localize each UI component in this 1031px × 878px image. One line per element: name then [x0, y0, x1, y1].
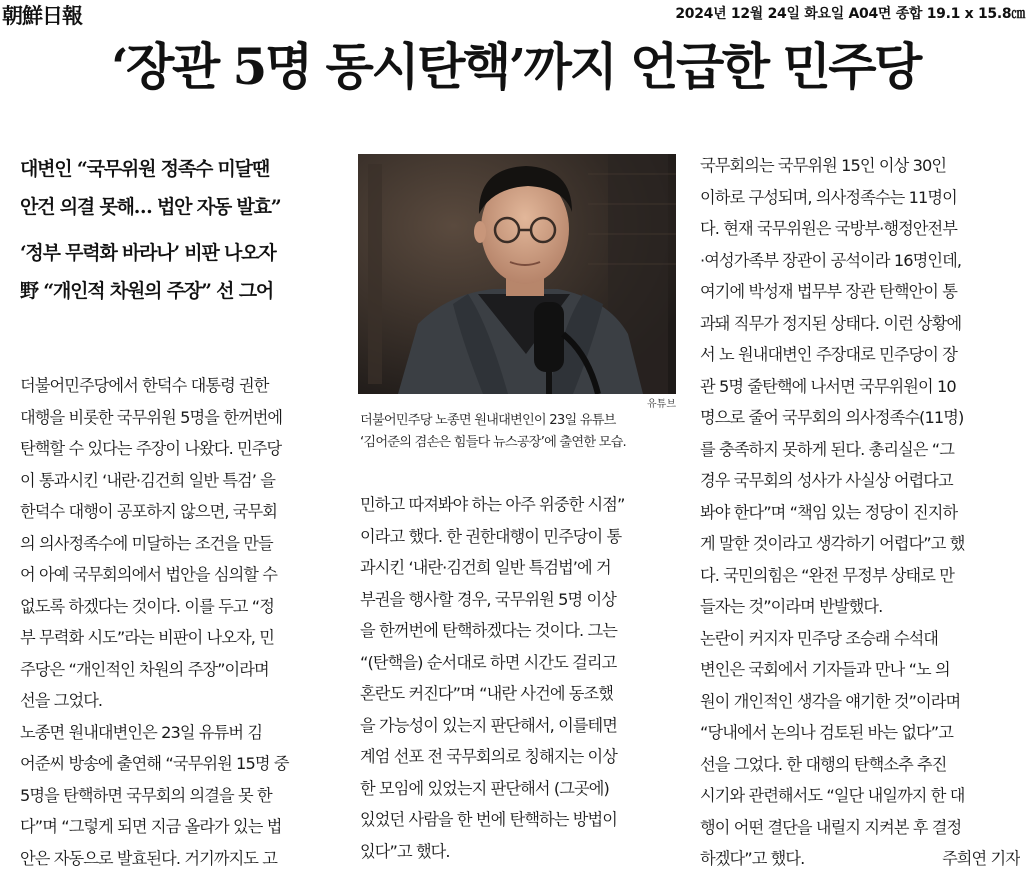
body-line: 노종면 원내대변인은 23일 유튜버 김: [20, 722, 263, 742]
subheads: [20, 150, 338, 310]
body-line: 어준씨 방송에 출연해 “국무위원 15명 중: [20, 754, 289, 773]
body-line: 과시킨 ‘내란·김건희 일반 특검법’에 거: [360, 558, 611, 577]
newspaper-logo: 朝鮮日報: [2, 3, 82, 28]
body-line: 이라고 했다. 한 권한대행이 민주당이 통: [360, 526, 622, 546]
body-line: 국무회의는 국무위원 15인 이상 30인: [700, 156, 947, 175]
body-line: 이하로 구성되며, 의사정족수는 11명이: [700, 187, 957, 207]
body-line: 논란이 커지자 민주당 조승래 수석대: [700, 628, 939, 648]
headline: ‘장관 5명 동시탄핵’까지 언급한 민주당: [111, 37, 920, 96]
article-photo: [358, 154, 676, 394]
caption-line: 더불어민주당 노종면 원내대변인이 23일 유튜브: [360, 413, 616, 428]
body-line: 을 한꺼번에 탄핵하겠다는 것이다. 그는: [360, 621, 618, 640]
body-line: 과돼 직무가 정지된 상태다. 이런 상황에: [700, 313, 962, 333]
photo-credit: 유튜브: [647, 399, 676, 410]
subhead-line: ‘정부 무력화 바라나’ 비판 나오자: [20, 242, 276, 264]
subhead-1: [20, 150, 338, 226]
body-line: 5명을 탄핵하면 국무회의 의결을 못 한: [20, 785, 272, 805]
body-line: 어 아예 국무회의에서 법안을 심의할 수: [20, 565, 278, 584]
body-line: 한덕수 대행이 공포하지 않으면, 국무회: [20, 502, 278, 521]
subhead-line: 野 “개인적 차원의 주장” 선 그어: [20, 280, 274, 302]
subhead-line: 대변인 “국무위원 정족수 미달땐: [20, 158, 269, 180]
last-line-with-byline: [700, 843, 1020, 875]
body-line: 서 노 원내대변인 주장대로 민주당이 장: [700, 345, 958, 364]
body-line: 혼란도 커진다”며 “내란 사건에 동조했: [360, 684, 614, 703]
subhead-2: [20, 234, 338, 310]
body-line: 주당은 “개인적인 차원의 주장”이라며: [20, 659, 269, 679]
body-line: 탄핵할 수 있다는 주장이 나왔다. 민주당: [20, 439, 282, 458]
body-line: 여기에 박성재 법무부 장관 탄핵안이 통: [700, 282, 958, 301]
body-line: 다. 현재 국무위원은 국방부·행정안전부: [700, 219, 958, 238]
body-line: “당내에서 논의나 검토된 바는 없다”고: [700, 723, 954, 742]
body-line: “(탄핵을) 순서대로 하면 시간도 걸리고: [360, 652, 617, 672]
byline: 주희연 기자: [942, 849, 1020, 868]
body-line: 경우 국무회의 성사가 사실상 어렵다고: [700, 471, 953, 490]
body-line: 원이 개인적인 생각을 얘기한 것”이라며: [700, 691, 961, 711]
body-line: 없도록 하겠다는 것이다. 이를 두고 “정: [20, 596, 275, 616]
body-line: 계엄 선포 전 국무회의로 칭해지는 이상: [360, 747, 618, 766]
body-line: 선을 그었다. 한 대행의 탄핵소추 추진: [700, 754, 947, 774]
body-line: 을 가능성이 있는지 판단해서, 이를테면: [360, 715, 618, 735]
body-line: 관 5명 줄탄핵에 나서면 국무위원이 10: [700, 376, 956, 396]
body-line: ·여성가족부 장관이 공석이라 16명인데,: [700, 250, 962, 270]
body-line: 더불어민주당에서 한덕수 대통령 권한: [20, 376, 269, 395]
body-line: 있었던 사람을 한 번에 탄핵하는 방법이: [360, 810, 618, 829]
body-line: 안은 자동으로 발효된다. 거기까지도 고: [20, 848, 278, 868]
photo-caption: [360, 410, 678, 454]
body-line: 민하고 따져봐야 하는 아주 위중한 시점”: [360, 495, 625, 514]
caption-line: ‘김어준의 겸손은 힘들다 뉴스공장’에 출연한 모습.: [360, 435, 626, 450]
body-line: 다”며 “그렇게 되면 지금 올라가 있는 법: [20, 817, 282, 836]
body-line: 의 의사정족수에 미달하는 조건을 만들: [20, 533, 273, 553]
article-column-1: [20, 370, 338, 874]
body-line: 있다”고 했다.: [360, 841, 450, 861]
body-line: 하겠다”고 했다.: [700, 849, 805, 868]
article-column-2: [360, 489, 678, 867]
body-line: 게 말한 것이라고 생각하기 어렵다”고 했: [700, 534, 965, 553]
subhead-line: 안건 의결 못해… 법안 자동 발효”: [20, 196, 281, 218]
body-line: 부권을 행사할 경우, 국무위원 5명 이상: [360, 589, 616, 609]
body-line: 들자는 것”이라며 반발했다.: [700, 597, 883, 616]
body-line: 부 무력화 시도”라는 비판이 나오자, 민: [20, 628, 275, 647]
body-line: 행이 어떤 결단을 내릴지 지켜본 후 결정: [700, 817, 962, 837]
masthead: [0, 0, 1031, 26]
edition-info: 2024년 12월 24일 화요일 A04면 종합 19.1 x 15.8㎝: [675, 6, 1025, 22]
body-line: 명으로 줄어 국무회의 의사정족수(11명): [700, 408, 964, 427]
body-line: 선을 그었다.: [20, 691, 103, 710]
body-line: 시기와 관련해서도 “일단 내일까지 한 대: [700, 786, 965, 805]
body-line: 이 통과시킨 ‘내란·김건희 일반 특검’ 을: [20, 470, 276, 490]
body-line: 한 모임에 있었는지 판단해서 (그곳에): [360, 778, 609, 798]
body-line: 봐야 한다”며 “책임 있는 정당이 진지하: [700, 502, 958, 522]
body-line: 를 충족하지 못하게 된다. 총리실은 “그: [700, 439, 955, 459]
body-line: 대행을 비롯한 국무위원 5명을 한꺼번에: [20, 407, 283, 427]
body-line: 다. 국민의힘은 “완전 무정부 상태로 만: [700, 565, 955, 585]
body-line: 변인은 국회에서 기자들과 만나 “노 의: [700, 660, 950, 679]
article-column-3: [700, 150, 1020, 875]
